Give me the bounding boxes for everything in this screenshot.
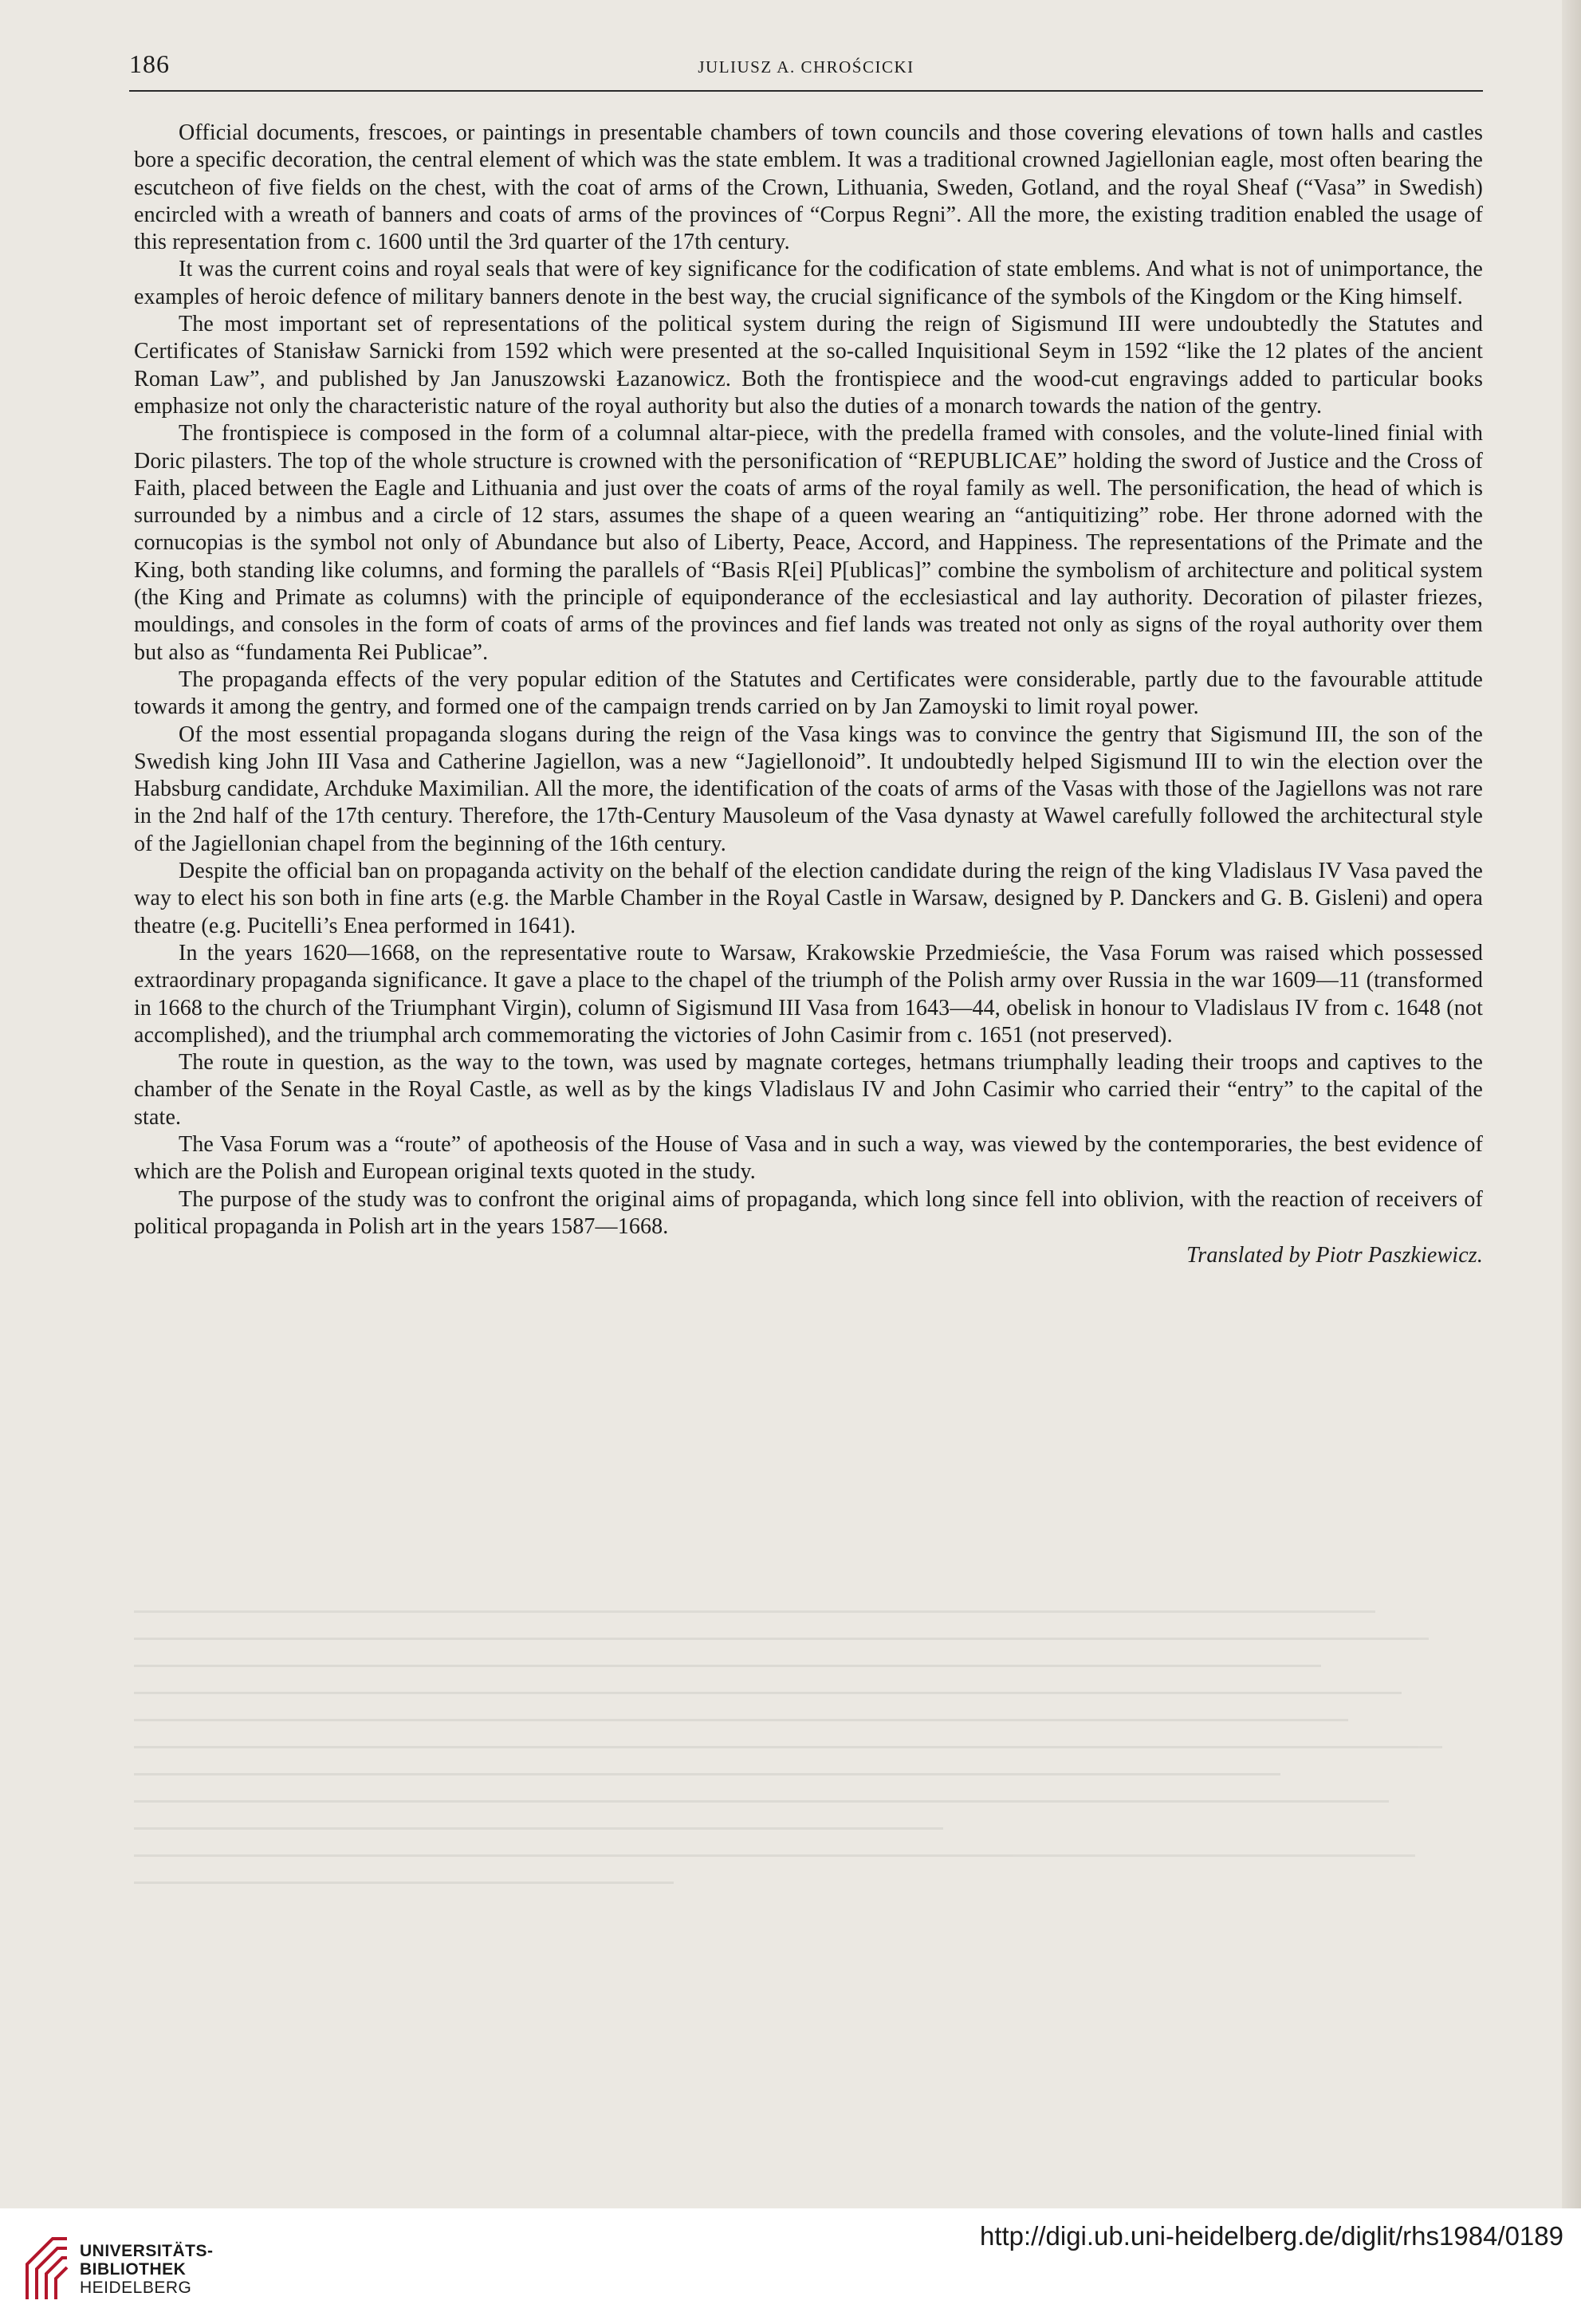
paragraph: The route in question, as the way to the town, was used by magnate corteges, hetmans triumphally leading their troops and captives to the chamber of the Senate in the Royal Castle, as well as by the kings Vladislaus IV and John Casimir who carried their “entry” to the capital of the state. <box>134 1050 1483 1130</box>
page-number: 186 <box>129 49 170 78</box>
paragraph: The propaganda effects of the very popular edition of the Statutes and Certificates were considerable, partly due to the favourable attitude towards it among the gentry, and formed one of the campaign trends carried on by Jan Zamoyski to limit royal power. <box>134 667 1483 720</box>
running-title: JULIUSZ A. CHROŚCICKI <box>698 57 914 77</box>
paragraph: It was the current coins and royal seals that were of key significance for the codification of state emblems. And what is not of unimportance, the examples of heroic defence of military banners denote in the best way, the crucial significance of the symbols of the Kingdom or the King himself. <box>134 257 1483 309</box>
paragraph: In the years 1620—1668, on the representative route to Warsaw, Krakowskie Przedmieście, the Vasa Forum was raised which possessed extraordinary propaganda significance. It gave a place to the chapel of the triumph of the Polish army over Russia in the war 1609—11 (transformed in 1668 to the church of the Triumphant Virgin), column of Sigismund III Vasa from 1643—44, obelisk in honour to Vladislaus IV from c. 1648 (not accomplished), and the triumphal arch commemorating the victories of John Casimir from c. 1651 (not preserved). <box>134 940 1483 1048</box>
paragraph: Of the most essential propaganda slogans during the reign of the Vasa kings was to convince the gentry that Sigismund III, the son of the Swedish king John III Vasa and Catherine Jagiellon, was a new “Jagiellonoid”. It undoubtedly helped Sigismund III to win the election over the Habsburg candidate, Archduke Maximilian. All the more, the identification of the coats of arms of the Vasas with those of the Jagiellons was not rare in the 2nd half of the 17th century. Therefore, the 17th-Century Mausoleum of the Vasa dynasty at Wawel carefully followed the architectural style of the Jagiellonian chapel from the beginning of the 16th century. <box>134 722 1483 856</box>
header-rule <box>129 90 1483 92</box>
permalink-url[interactable]: http://digi.ub.uni-heidelberg.de/diglit/rhs1984/0189 <box>979 2221 1563 2251</box>
bleed-through-text <box>134 1610 1483 1913</box>
library-name-line3: HEIDELBERG <box>80 2279 192 2297</box>
running-head <box>129 49 1483 89</box>
article-body <box>134 120 1483 1269</box>
page-edge-shadow <box>1562 0 1581 2208</box>
library-name-line2: BIBLIOTHEK <box>80 2260 187 2279</box>
paragraph: The purpose of the study was to confront the original aims of propaganda, which long since fell into oblivion, with the reaction of receivers of political propaganda in Polish art in the years 1587—1668. <box>134 1186 1483 1239</box>
library-name-line1: UNIVERSITÄTS- <box>80 2242 214 2260</box>
paragraph: Despite the official ban on propaganda activity on the behalf of the election candidate during the reign of the king Vladislaus IV Vasa paved the way to elect his son both in fine arts (e.g. the Marble Chamber in the Royal Castle in Warsaw, designed by P. Danckers and G. B. Gisleni) and opera theatre (e.g. Pucitelli’s Enea performed in 1641). <box>134 859 1483 938</box>
translator-credit: Translated by Piotr Paszkiewicz. <box>1186 1243 1483 1268</box>
paragraph: Official documents, frescoes, or paintings in presentable chambers of town councils and those covering elevations of town halls and castles bore a specific decoration, the central element of which was the state emblem. It was a traditional crowned Jagiellonian eagle, most often bearing the escutcheon of five fields on the chest, with the coat of arms of the Crown, Lithuania, Sweden, Gotland, and the royal Sheaf (“Vasa” in Swedish) encircled with a wreath of banners and coats of arms of the provinces of “Corpus Regni”. All the more, the existing tradition enabled the usage of this representation from c. 1600 until the 3rd quarter of the 17th century. <box>134 120 1483 255</box>
library-name <box>80 2242 214 2297</box>
paragraph: The most important set of representations of the political system during the reign of Sigismund III were undoubtedly the Statutes and Certificates of Stanisław Sarnicki from 1592 which were presented at the so-called Inquisitional Seym in 1592 “like the 12 plates of the ancient Roman Law”, and published by Jan Januszowski Łazanowicz. Both the frontispiece and the wood-cut engravings added to particular books emphasize not only the characteristic nature of the royal authority but also the duties of a monarch towards the nation of the gentry. <box>134 312 1483 419</box>
paragraph: The frontispiece is composed in the form of a columnal altar-piece, with the predella framed with consoles, and the volute-lined finial with Doric pilasters. The top of the whole structure is crowned with the personification of “REPUBLICAE” holding the sword of Justice and the Cross of Faith, placed between the Eagle and Lithuania and just over the coats of arms of the royal family as well. The personification, the head of which is surrounded by a nimbus and a circle of 12 stars, assumes the shape of a queen wearing an “antiquitizing” robe. Her throne adorned with the cornucopias is the symbol not only of Abundance but also of Liberty, Peace, Accord, and Happiness. The representations of the Primate and the King, both standing like columns, and forming the parallels of “Basis R[ei] P[ublicas]” combine the symbolism of architecture and political system (the King and Primate as columns) with the principle of equiponderance of the ecclesiastical and lay authority. Decoration of pilaster friezes, mouldings, and consoles in the form of coats of arms of the provinces and fief lands was treated not only as signs of the royal authority over them but also as “fundamenta Rei Publicae”. <box>134 421 1483 665</box>
paragraph: The Vasa Forum was a “route” of apotheosis of the House of Vasa and in such a way, was viewed by the contemporaries, the best evidence of which are the Polish and European original texts quoted in the study. <box>134 1131 1483 1185</box>
